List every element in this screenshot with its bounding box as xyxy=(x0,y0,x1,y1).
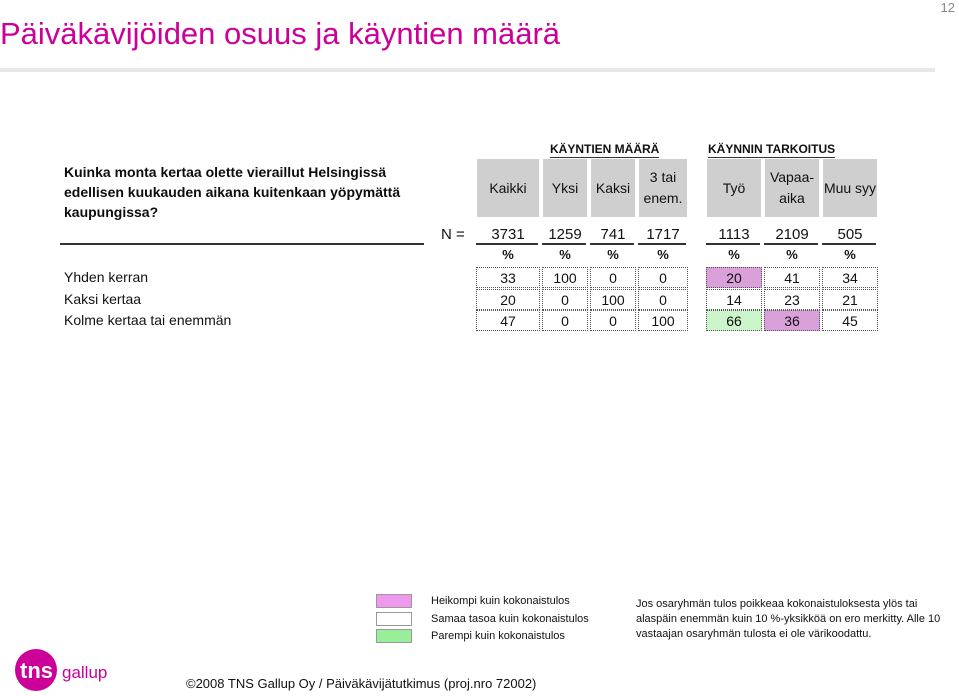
n-rule xyxy=(638,243,686,245)
n-value: 3731 xyxy=(491,226,525,243)
n-rule xyxy=(764,243,818,245)
n-value: 1113 xyxy=(718,226,750,243)
table-cell: 20 xyxy=(476,289,540,310)
title-divider xyxy=(0,68,935,72)
table-cell: 66 xyxy=(706,310,762,331)
legend-label: Heikompi kuin kokonaistulos xyxy=(431,595,570,607)
row-label: Yhden kerran xyxy=(64,269,149,285)
n-rule xyxy=(706,243,760,245)
column-header: Kaikki xyxy=(476,158,540,218)
group-label-purpose: KÄYNNIN TARKOITUS xyxy=(708,142,836,156)
n-value: 741 xyxy=(600,226,626,243)
table-cell: 0 xyxy=(542,289,588,310)
table-cell: 20 xyxy=(706,267,762,288)
footer-copyright: ©2008 TNS Gallup Oy / Päiväkävijätutkimus (proj.nro 72002) xyxy=(186,676,537,691)
legend-note: Jos osaryhmän tulos poikkeaa kokonaistuloksesta ylös tai alaspäin enemmän kuin 10 %-yksikköä on ero merkitty. Alle 10 vastaajan osaryhmän tulosta ei ole värikoodattu. xyxy=(636,598,941,640)
slide-title: Päiväkävijöiden osuus ja käyntien määrä xyxy=(0,16,561,51)
n-value: 1717 xyxy=(646,226,680,243)
n-rule xyxy=(542,243,586,245)
n-rule xyxy=(476,243,538,245)
table-cell: 0 xyxy=(542,310,588,331)
percent-symbol: % xyxy=(607,247,619,262)
percent-symbol: % xyxy=(559,247,571,262)
legend-swatch xyxy=(376,612,412,626)
n-rule xyxy=(590,243,634,245)
n-value: 1259 xyxy=(548,226,582,243)
tns-gallup-logo xyxy=(10,644,120,692)
legend-swatch xyxy=(376,629,412,643)
percent-symbol: % xyxy=(728,247,740,262)
table-cell: 34 xyxy=(822,267,878,288)
legend-label: Parempi kuin kokonaistulos xyxy=(431,630,565,642)
logo-text: tns xyxy=(20,658,53,683)
column-header: Yksi xyxy=(542,158,588,218)
table-cell: 0 xyxy=(590,310,636,331)
table-cell: 36 xyxy=(764,310,820,331)
question-text: Kuinka monta kertaa olette vieraillut Helsingissä edellisen kuukauden aikana kuitenkaan yöpymättä kaupungissa? xyxy=(64,164,401,220)
table-cell: 100 xyxy=(542,267,588,288)
table-cell: 41 xyxy=(764,267,820,288)
results-table xyxy=(60,140,880,340)
logo-sub: gallup xyxy=(62,663,108,682)
row-label: Kaksi kertaa xyxy=(64,291,142,307)
table-cell: 33 xyxy=(476,267,540,288)
percent-symbol: % xyxy=(502,247,514,262)
table-cell: 23 xyxy=(764,289,820,310)
n-value: 505 xyxy=(837,226,863,243)
column-header: Muu syy xyxy=(822,158,878,218)
percent-symbol: % xyxy=(657,247,669,262)
table-cell: 0 xyxy=(638,289,688,310)
column-header: Kaksi xyxy=(590,158,636,218)
table-cell: 45 xyxy=(822,310,878,331)
table-cell: 47 xyxy=(476,310,540,331)
table-cell: 21 xyxy=(822,289,878,310)
column-header: Työ xyxy=(706,158,762,218)
n-value: 2109 xyxy=(775,226,809,243)
table-cell: 0 xyxy=(590,267,636,288)
legend-swatch xyxy=(376,594,412,608)
percent-symbol: % xyxy=(844,247,856,262)
legend-label: Samaa tasoa kuin kokonaistulos xyxy=(431,613,589,625)
n-rule xyxy=(822,243,876,245)
table-cell: 100 xyxy=(638,310,688,331)
column-header: Vapaa-aika xyxy=(764,158,820,218)
n-rule-left xyxy=(60,243,424,245)
table-cell: 14 xyxy=(706,289,762,310)
n-label: N = xyxy=(441,226,465,243)
table-cell: 0 xyxy=(638,267,688,288)
row-label: Kolme kertaa tai enemmän xyxy=(64,312,232,328)
page-number: 12 xyxy=(940,0,955,15)
percent-symbol: % xyxy=(786,247,798,262)
column-header: 3 tai enem. xyxy=(638,158,688,218)
table-cell: 100 xyxy=(590,289,636,310)
group-label-visits: KÄYNTIEN MÄÄRÄ xyxy=(550,142,660,156)
